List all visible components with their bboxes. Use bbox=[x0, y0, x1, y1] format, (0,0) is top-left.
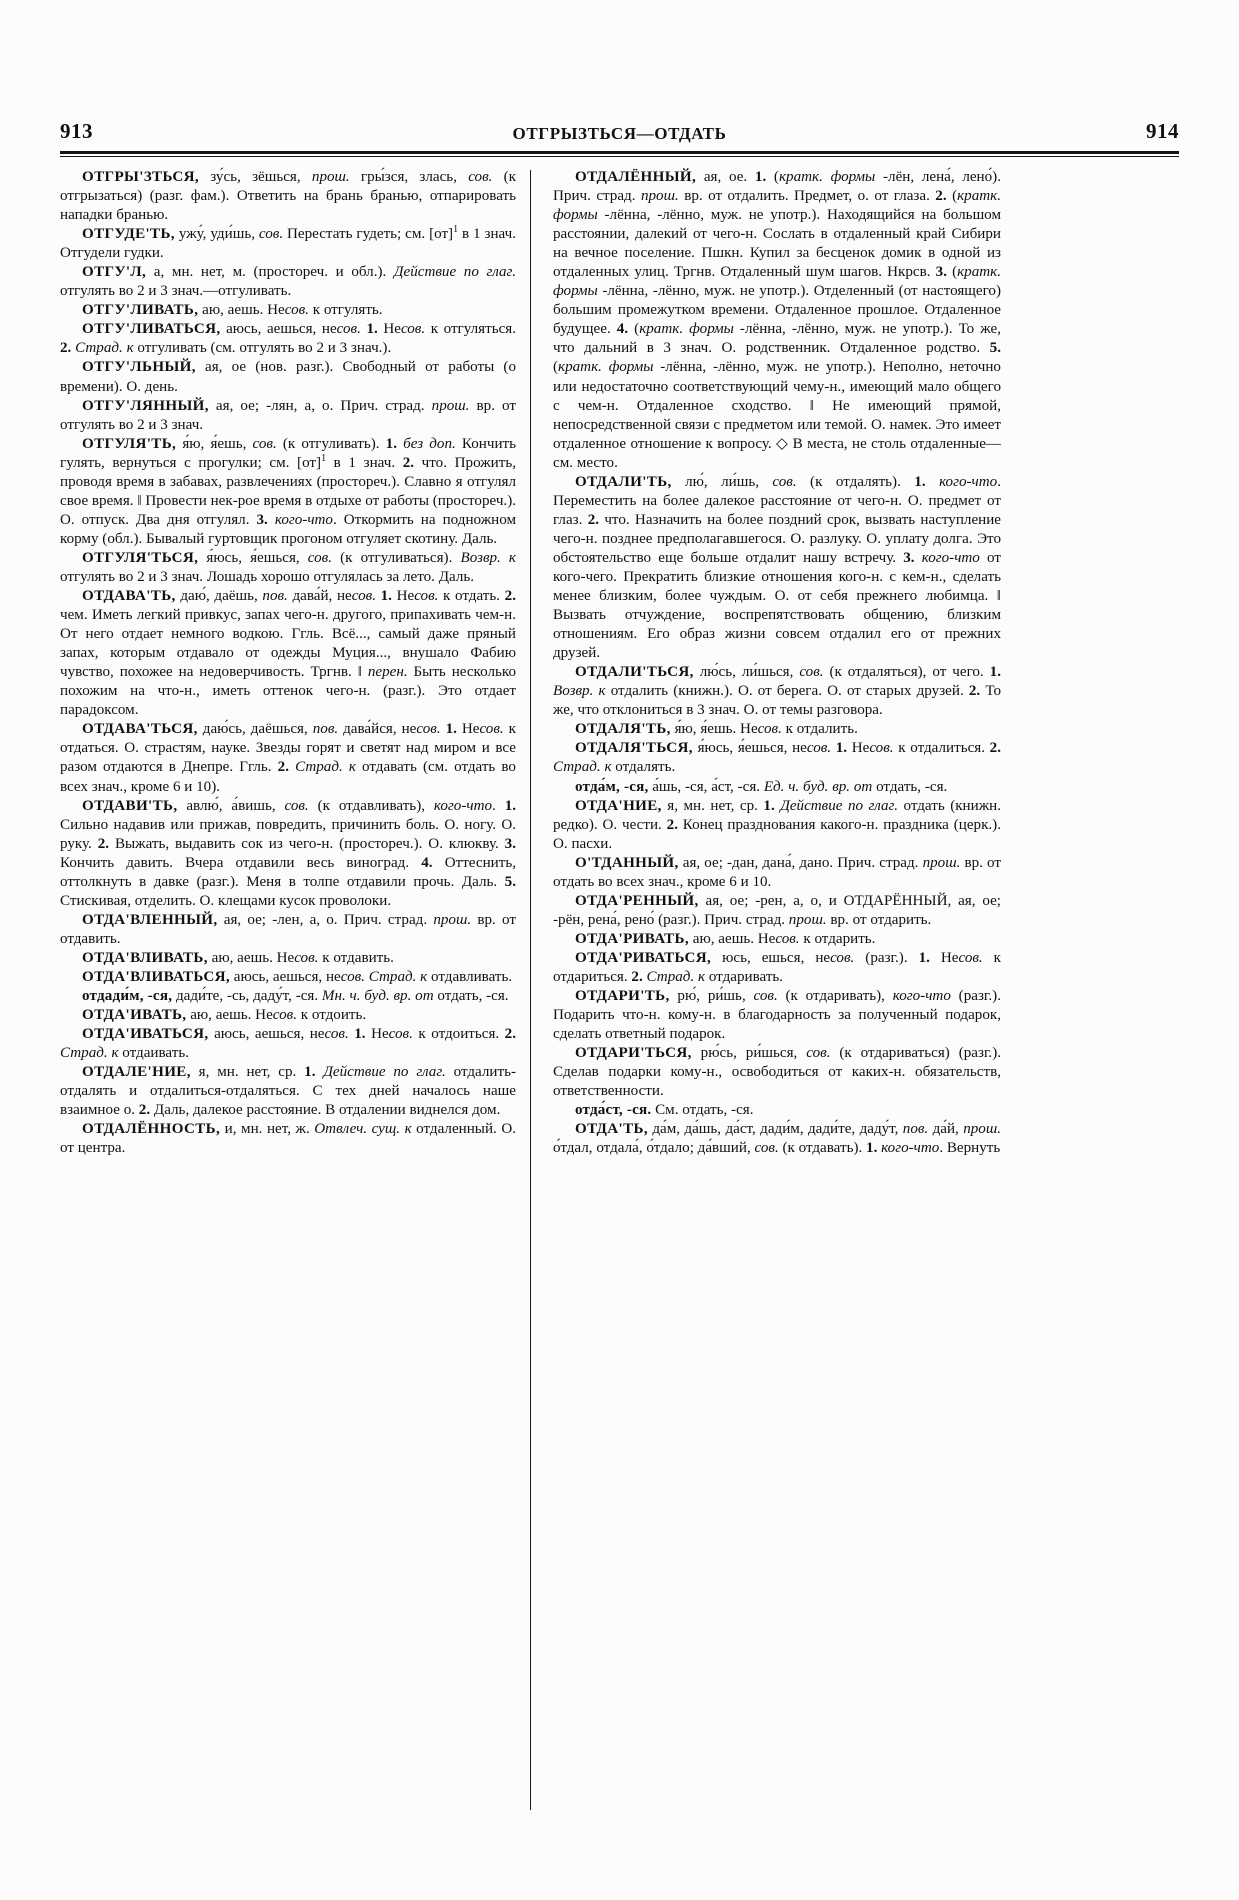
dictionary-entry bbox=[553, 930, 1001, 949]
entry-headword: отда́ст, -ся. bbox=[575, 1102, 652, 1119]
dictionary-entry bbox=[553, 949, 1001, 987]
entry-definition: я́ю, я́ешь. Несов. к отдалить. bbox=[670, 721, 858, 738]
entry-headword: ОТДА'ИВАТЬ, bbox=[82, 1007, 187, 1024]
dictionary-entry bbox=[60, 225, 516, 263]
entry-definition: дади́те, -сь, даду́т, -ся. Мн. ч. буд. вр. от отдать, -ся. bbox=[172, 988, 509, 1005]
entry-definition: ая, ое (нов. разг.). Свободный от работы (о времени). О. день. bbox=[60, 359, 516, 395]
entry-headword: ОТДА'РИВАТЬСЯ, bbox=[575, 949, 712, 966]
entry-definition: лю́, ли́шь, сов. (к отдалять). 1. кого-что. Переместить на более далекое расстояние от чего-н. О. предмет от глаз. 2. что. Назначить на более поздний срок, вызвать наступление чего-н. позднее предполагавшегося. О. разлуку. О. уплату долга. Это обстоятельство еще больше отдалит нашу встречу. 3. кого-что от кого-чего. Прекратить близкие отношения кого-н. с кем-н., сделать менее близким, более чуждым. О. от себя прежнего любимца. ‖ Вызвать отчуждение, воспрепятствовать общению, близким отношениям. Его образ жизни совсем отдалил его от прежних друзей. bbox=[553, 473, 1001, 662]
entry-definition: См. отдать, -ся. bbox=[651, 1102, 754, 1119]
entry-headword: ОТДАВА'ТЬ, bbox=[82, 588, 176, 605]
entry-definition: аюсь, аешься, несов. Страд. к отдавливать. bbox=[230, 968, 513, 985]
dictionary-entry bbox=[60, 587, 516, 720]
dictionary-entry bbox=[60, 168, 516, 225]
text-column-right bbox=[531, 168, 1001, 1858]
entry-headword: ОТДА'РИВАТЬ, bbox=[575, 930, 690, 947]
dictionary-entry bbox=[553, 987, 1001, 1044]
entry-headword: отда́м, -ся, bbox=[575, 778, 649, 795]
dictionary-entry bbox=[60, 1063, 516, 1120]
entry-definition: я, мн. нет, ср. 1. Действие по глаг. отдалить-отдалять и отдалиться-отдаляться. С тех дней началось наше взаимное о. 2. Даль, далекое расстояние. В отдалении виднелся дом. bbox=[60, 1064, 516, 1119]
entry-headword: ОТДА'ВЛЕННЫЙ, bbox=[82, 911, 218, 928]
entry-definition: ая, ое; -лян, а, о. Прич. страд. прош. вр. от отгулять во 2 и 3 знач. bbox=[60, 397, 516, 433]
entry-definition: зу́сь, зёшься, прош. гры́зся, злась, сов. (к отгрызаться) (разг. фам.). Ответить на брань бранью, отпарировать нападки бранью. bbox=[60, 169, 516, 224]
entry-headword: ОТДАВА'ТЬСЯ, bbox=[82, 721, 198, 738]
entry-headword: ОТДАЛЯ'ТЬСЯ, bbox=[575, 740, 693, 757]
dictionary-entry bbox=[60, 949, 516, 968]
dictionary-entry bbox=[60, 987, 516, 1006]
dictionary-entry bbox=[553, 1101, 1001, 1120]
entry-headword: ОТДА'ИВАТЬСЯ, bbox=[82, 1026, 209, 1043]
entry-definition: аю, аешь. Несов. к отдоить. bbox=[186, 1007, 367, 1024]
entry-definition: даю́, даёшь, пов. дава́й, несов. 1. Несов. к отдать. 2. чем. Иметь легкий привкус, запах чего-н. другого, припахивать чем-н. От него отдает немного водкою. Ггль. Всё..., самый даже пряный запах, которым отдавало от одежды Муция..., внушало Фабию чувство, похожее на недоверчивость. Тргнв. ‖ перен. Быть несколько похожим на что-н., иметь оттенок чего-н. (разг.). Это отдает парадоксом. bbox=[60, 588, 516, 719]
entry-definition: а́шь, -ся, а́ст, -ся. Ед. ч. буд. вр. от отдать, -ся. bbox=[648, 778, 948, 795]
entry-definition: и, мн. нет, ж. Отвлеч. сущ. к отдаленный. О. от центра. bbox=[60, 1121, 517, 1157]
dictionary-entry bbox=[60, 358, 516, 396]
entry-definition: да́м, да́шь, да́ст, дади́м, дади́те, даду́т, пов. да́й, прош. о́тдал, отдала́, о́тдало; да́вший, сов. (к отдавать). 1. кого-что. Вернуть bbox=[553, 1121, 1001, 1157]
entry-definition: лю́сь, ли́шься, сов. (к отдаляться), от чего. 1. Возвр. к отдалить (книжн.). О. от берега. О. от старых друзей. 2. То же, что отклониться в 3 знач. О. от темы разговора. bbox=[553, 664, 1001, 719]
entry-headword: ОТГРЫ'ЗТЬСЯ, bbox=[82, 169, 200, 185]
folio-left: 913 bbox=[60, 119, 93, 143]
entry-headword: ОТДА'РЕННЫЙ, bbox=[575, 892, 699, 909]
entry-headword: ОТГУ'ЛЯННЫЙ, bbox=[82, 397, 209, 414]
entry-headword: ОТГУ'Л, bbox=[82, 264, 147, 281]
entry-definition: аюсь, аешься, несов. 1. Несов. к отдоиться. 2. Страд. к отдаивать. bbox=[60, 1026, 516, 1062]
dictionary-entry bbox=[60, 720, 516, 796]
dictionary-entry bbox=[60, 911, 516, 949]
entry-definition: аю, аешь. Несов. к отдарить. bbox=[689, 930, 876, 947]
entry-definition: юсь, ешься, несов. (разг.). 1. Несов. к отдариться. 2. Страд. к отдаривать. bbox=[553, 949, 1002, 985]
entry-definition: я́ю, я́ешь, сов. (к отгуливать). 1. без доп. Кончить гулять, вернуться с прогулки; см. [от]$^1$ в 1 знач. 2. что. Прожить, проводя время в забавах, развлечениях (простореч.). Славно я отгулял свое время. ‖ Провести нек-рое время в отдыхе от работы (простореч.). О. отпуск. Два дня отгулял. 3. кого-что. Откормить на подножном корму (обл.). Бывалый гуртовщик прогоном отгуляет скотину. Даль. bbox=[60, 435, 517, 547]
entry-headword: ОТДАЛИ'ТЬ, bbox=[575, 473, 672, 490]
dictionary-entry bbox=[60, 549, 516, 587]
dictionary-entry bbox=[553, 473, 1001, 663]
entry-definition: аю, аешь. Несов. к отдавить. bbox=[207, 949, 394, 966]
entry-definition: я́юсь, я́ешься, несов. 1. Несов. к отдалиться. 2. Страд. к отдалять. bbox=[553, 740, 1001, 776]
entry-definition: аюсь, аешься, несов. 1. Несов. к отгуляться. 2. Страд. к отгуливать (см. отгулять во 2 и 3 знач.). bbox=[60, 321, 516, 357]
dictionary-entry bbox=[553, 778, 1001, 797]
dictionary-entry bbox=[553, 1044, 1001, 1101]
column-container bbox=[60, 168, 1179, 1858]
entry-definition: ая, ое; -лен, а, о. Прич. страд. прош. вр. от отдавить. bbox=[60, 911, 516, 947]
dictionary-entry bbox=[553, 1120, 1001, 1158]
dictionary-entry bbox=[60, 968, 516, 987]
entry-headword: ОТГУ'ЛЬНЫЙ, bbox=[82, 359, 196, 376]
entry-headword: ОТДА'ВЛИВАТЬСЯ, bbox=[82, 968, 230, 985]
entry-headword: ОТДАЛЕ'НИЕ, bbox=[82, 1064, 191, 1081]
dictionary-entry bbox=[60, 1025, 516, 1063]
dictionary-entry bbox=[60, 1006, 516, 1025]
entry-definition: я, мн. нет, ср. 1. Действие по глаг. отдать (книжн. редко). О. чести. 2. Конец празднования какого-н. праздника (церк.). О. пасхи. bbox=[553, 797, 1001, 852]
entry-definition: рю́, ри́шь, сов. (к отдаривать), кого-что (разг.). Подарить что-н. кому-н. в благодарность за полученный подарок, сделать ответный подарок. bbox=[553, 988, 1001, 1043]
dictionary-entry bbox=[60, 263, 516, 301]
dictionary-entry bbox=[60, 797, 516, 911]
entry-definition: аю, аешь. Несов. к отгулять. bbox=[198, 302, 383, 319]
page-header bbox=[60, 0, 1179, 142]
entry-headword: ОТДАЛЯ'ТЬ, bbox=[575, 721, 671, 738]
entry-headword: ОТДАЛЁННОСТЬ, bbox=[82, 1121, 221, 1138]
entry-headword: ОТДА'ВЛИВАТЬ, bbox=[82, 949, 208, 966]
dictionary-entry bbox=[60, 320, 516, 358]
entry-headword: ОТДАЛЁННЫЙ, bbox=[575, 169, 697, 185]
entry-definition: ая, ое; -рен, а, о, и ОТДАРЁННЫЙ, ая, ое; -рён, рена́, рено́ (разг.). Прич. страд. прош. вр. от отдарить. bbox=[553, 892, 1001, 928]
dictionary-entry bbox=[553, 892, 1001, 930]
entry-definition: авлю́, а́вишь, сов. (к отдавливать), кого-что. 1. Сильно надавив или прижав, повредить, причинить боль. О. ногу. О. руку. 2. Выжать, выдавить сок из чего-н. (простореч.). О. клюкву. 3. Кончить давить. Вчера отдавили весь виноград. 4. Оттеснить, оттолкнуть в давке (разг.). Меня в толпе отдавили прочь. Даль. 5. Стискивая, отделить. О. клещами кусок проволоки. bbox=[60, 797, 517, 909]
entry-headword: ОТДАВИ'ТЬ, bbox=[82, 797, 178, 814]
dictionary-entry bbox=[60, 1120, 516, 1158]
text-column-left bbox=[60, 168, 530, 1858]
entry-headword: ОТГУЛЯ'ТЬСЯ, bbox=[82, 549, 199, 566]
dictionary-entry bbox=[553, 797, 1001, 854]
entry-headword: ОТДАРИ'ТЬСЯ, bbox=[575, 1045, 692, 1062]
entry-headword: отдади́м, -ся, bbox=[82, 988, 173, 1005]
dictionary-entry bbox=[60, 435, 516, 549]
dictionary-entry bbox=[60, 397, 516, 435]
entry-headword: ОТДА'ТЬ, bbox=[575, 1121, 648, 1138]
entry-definition: ая, ое; -дан, дана́, дано. Прич. страд. прош. вр. от отдать во всех знач., кроме 6 и 10. bbox=[553, 854, 1001, 890]
entry-headword: ОТДАРИ'ТЬ, bbox=[575, 988, 670, 1005]
dictionary-entry bbox=[553, 720, 1001, 739]
entry-headword: ОТДАЛИ'ТЬСЯ, bbox=[575, 664, 694, 681]
entry-headword: О'ТДАННЫЙ, bbox=[575, 854, 679, 871]
entry-definition: ужу́, уди́шь, сов. Перестать гудеть; см. [от]$^1$ в 1 знач. Отгудели гудки. bbox=[60, 224, 516, 262]
entry-definition: даю́сь, даёшься, пов. дава́йся, несов. 1. Несов. к отдаться. О. страстям, науке. Звезды горят и светят над миром и все разом отдаются в Днепре. Ггль. 2. Страд. к отдавать (см. отдать во всех знач., кроме 6 и 10). bbox=[60, 721, 516, 795]
dictionary-entry bbox=[553, 168, 1001, 473]
folio-right: 914 bbox=[1146, 119, 1179, 143]
entry-definition: рю́сь, ри́шься, сов. (к отдариваться) (разг.). Сделав подарки кому-н., освободиться от каких-н. обязательств, ответственности. bbox=[553, 1045, 1002, 1100]
header-rule bbox=[60, 151, 1179, 157]
entry-headword: ОТГУЛЯ'ТЬ, bbox=[82, 435, 177, 452]
entry-headword: ОТГУДЕ'ТЬ, bbox=[82, 226, 175, 243]
entry-definition: а, мн. нет, м. (простореч. и обл.). Действие по глаг. отгулять во 2 и 3 знач.—отгуливать. bbox=[60, 264, 516, 300]
dictionary-entry bbox=[553, 663, 1001, 720]
entry-headword: ОТГУ'ЛИВАТЬ, bbox=[82, 302, 199, 319]
dictionary-entry bbox=[553, 854, 1001, 892]
dictionary-entry bbox=[553, 739, 1001, 777]
entry-headword: ОТДА'НИЕ, bbox=[575, 797, 662, 814]
dictionary-entry bbox=[60, 301, 516, 320]
entry-headword: ОТГУ'ЛИВАТЬСЯ, bbox=[82, 321, 221, 338]
running-head: ОТГРЫЗТЬСЯ—ОТДАТЬ bbox=[512, 124, 727, 143]
entry-definition: ая, ое. 1. (кратк. формы -лён, лена́, лено́). Прич. страд. прош. вр. от отдалить. Предмет, о. от глаза. 2. (кратк. формы -лённа, -лённо, муж. не употр.). Находящийся на большом расстоянии, далекий от чего-н. Сослать в отдаленный край Сибири на вечное поселение. Пшкн. Купил за бесценок домик в одной из отдаленных улиц. Тргнв. Отдаленный шум шагов. Нкрсв. 3. (кратк. формы -лённа, -лённо, муж. не употр.). Отделенный (от настоящего) большим промежутком времени. Отдаленное прошлое. Отдаленное будущее. 4. (кратк. формы -лённа, -лённо, муж. не употр.). То же, что дальний в 3 знач. О. родственник. Отдаленное родство. 5. (кратк. формы -лённа, -лённо, муж. не употр.). Неполно, неточно или недостаточно соответствующий чему-н., имеющий мало общего с чем-н. Отдаленное сходство. ‖ Не имеющий прямой, непосредственной связи с предметом или темой. О. намек. Это имеет отдаленное отношение к вопросу. ◇ В места, не столь отдаленные—см. место. bbox=[553, 169, 1001, 471]
entry-definition: я́юсь, я́ешься, сов. (к отгуливаться). Возвр. к отгулять во 2 и 3 знач. Лошадь хорошо отгулялась за лето. Даль. bbox=[60, 549, 516, 585]
